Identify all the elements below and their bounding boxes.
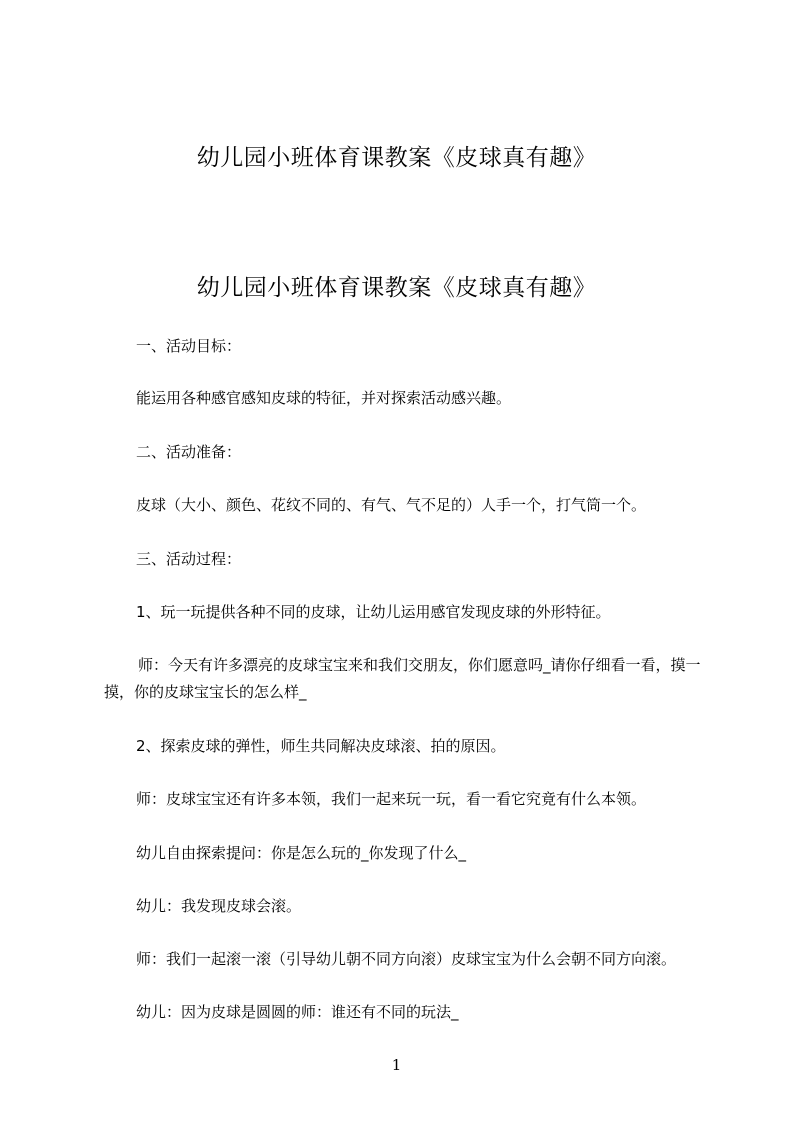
- section-heading-process: 三、活动过程：: [136, 550, 242, 568]
- paragraph-multiline: 师：今天有许多漂亮的皮球宝宝来和我们交朋友，你们愿意吗_请你仔细看一看，摸一摸，你的皮球宝宝长的怎么样_: [104, 656, 701, 701]
- document-title: 幼儿园小班体育课教案《皮球真有趣》: [196, 275, 597, 301]
- section-heading-preparation: 二、活动准备：: [136, 443, 242, 461]
- paragraph: 2、探索皮球的弹性，师生共同解决皮球滚、拍的原因。: [136, 737, 506, 755]
- paragraph: 幼儿：因为皮球是圆圆的师：谁还有不同的玩法_: [136, 1003, 459, 1021]
- paragraph: 师：我们一起滚一滚（引导幼儿朝不同方向滚）皮球宝宝为什么会朝不同方向滚。: [136, 950, 677, 968]
- paragraph: 师：皮球宝宝还有许多本领，我们一起来玩一玩，看一看它究竟有什么本领。: [136, 790, 647, 808]
- paragraph: 能运用各种感官感知皮球的特征，并对探索活动感兴趣。: [136, 389, 512, 407]
- paragraph: 幼儿自由探索提问：你是怎么玩的_你发现了什么_: [136, 844, 467, 862]
- page-number: 1: [391, 1056, 402, 1074]
- header-title: 幼儿园小班体育课教案《皮球真有趣》: [196, 145, 597, 171]
- paragraph: 1、玩一玩提供各种不同的皮球，让幼儿运用感官发现皮球的外形特征。: [136, 603, 611, 621]
- paragraph: 幼儿：我发现皮球会滚。: [136, 897, 302, 915]
- paragraph: 皮球（大小、颜色、花纹不同的、有气、气不足的）人手一个，打气筒一个。: [136, 496, 647, 514]
- section-heading-goals: 一、活动目标：: [136, 337, 242, 355]
